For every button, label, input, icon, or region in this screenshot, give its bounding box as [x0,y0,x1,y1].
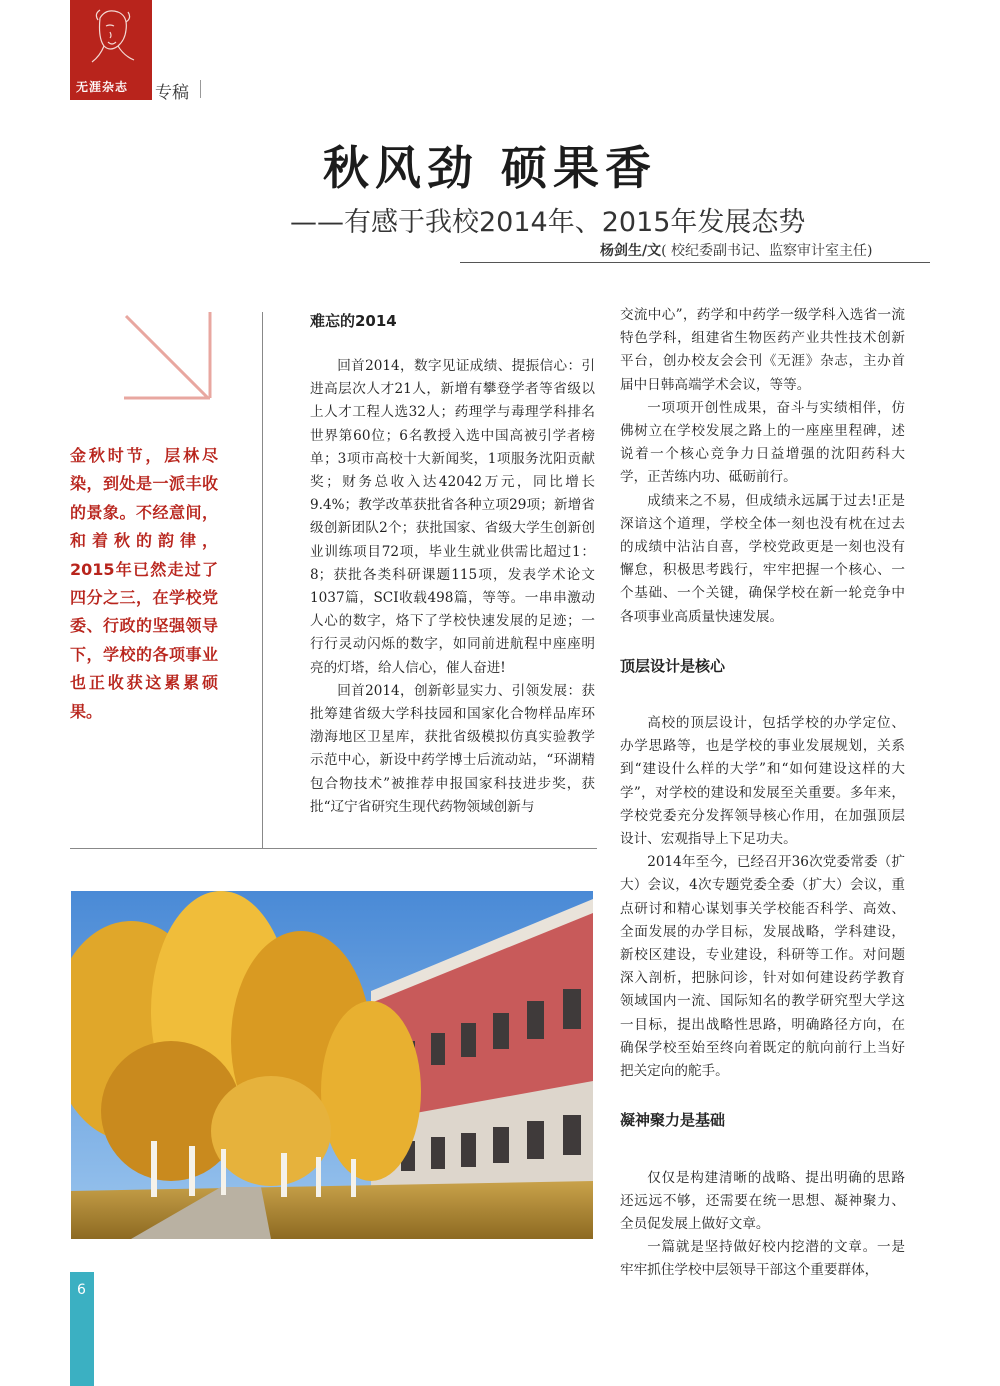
body-column-2 [620,304,905,1283]
author-line [600,240,873,260]
section-label: 专稿 [155,83,189,103]
campus-photo [71,891,593,1239]
magazine-name: 无涯杂志 [76,80,129,94]
paragraph: 回首2014，创新彰显实力、引领发展：获批筹建省级大学科技园和国家化合物样品库环渤海地区卫星库，获批省级模拟仿真实验教学示范中心，新设中药学博士后流动站，“环湖精包合物技术”被推荐申报国家科技进步奖，获批“辽宁省研究生现代药物领域创新与 [310,682,595,815]
arrow-down-right-icon [120,306,220,406]
article-title: 秋风劲 硕果香 [322,141,657,195]
column-divider [262,312,263,848]
page-number: 6 [77,1282,86,1298]
divider [70,848,597,849]
author-note: ( 校纪委副书记、监察审计室主任) [661,243,873,259]
portrait-sketch-icon [70,0,152,78]
paragraph: 一项项开创性成果，奋斗与实绩相伴，仿佛树立在学校发展之路上的一座座里程碑，述说着一个核心竞争力日益增强的沈阳药科大学，正苦练内功、砥砺前行。 [620,399,905,486]
section-heading: 顶层设计是核心 [620,656,726,675]
paragraph: 仅仅是构建清晰的战略、提出明确的思路还远远不够，还需要在统一思想、凝神聚力、全员促发展上做好文章。 [620,1169,905,1232]
paragraph: 回首2014，数字见证成绩、提振信心：引进高层次人才21人，新增有攀登学者等省级以上人才工程人选32人；药理学与毒理学科排名世界第60位；6名教授入选中国高被引学者榜单；3项市高校十大新闻奖，1项服务沈阳贡献奖；财务总收入达42042万元，同比增长9.4%；教学改革获批省各种立项29项；新增省级创新团队2个；获批国家、省级大学生创新创业训练项目72项，毕业生就业供需比超过1：8；获批各类科研课题115项，发表学术论文1037篇，SCI收载498篇，等等。一串串激动人心的数字，烙下了学校快速发展的足迹；一行行灵动闪烁的数字，如同前进航程中座座明亮的灯塔，给人信心，催人奋进! [310,358,595,676]
article-subtitle: ——有感于我校2014年、2015年发展态势 [290,207,806,238]
section-heading: 凝神聚力是基础 [620,1111,726,1130]
section-heading: 难忘的2014 [310,312,397,330]
divider [460,262,930,263]
paragraph: 一篇就是坚持做好校内挖潜的文章。一是牢牢抓住学校中层领导干部这个重要群体， [620,1239,905,1279]
intro-quote: 金秋时节，层林尽染，到处是一派丰收的景象。不经意间，和着秋的韵律，2015年已然走过了四分之三，在学校党委、行政的坚强领导下，学校的各项事业也正收获这累累硕果。 [70,446,218,721]
paragraph: 2014年至今，已经召开36次党委常委（扩大）会议，4次专题党委全委（扩大）会议，重点研讨和精心谋划事关学校能否科学、高效、全面发展的办学目标，发展战略，学科建设，新校区建设，专业建设，科研等工作。对问题深入剖析，把脉问诊，针对如何建设药学教育领域国内一流、国际知名的教学研究型大学这一目标，提出战略性思路，明确路径方向，在确保学校至始至终向着既定的航向前行上当好把关定向的舵手。 [620,854,905,1080]
body-column-1 [310,355,595,819]
paragraph: 成绩来之不易，但成绩永远属于过去!正是深谙这个道理，学校全体一刻也没有枕在过去的成绩中沾沾自喜，学校党政更是一刻也没有懈怠，积极思考践行，牢牢把握一个核心、一个基础、一个关键，确保学校在新一轮竞争中各项事业高质量快速发展。 [620,492,905,625]
author-name: 杨剑生/文 [600,243,662,259]
paragraph: 交流中心”，药学和中药学一级学科入选省一流特色学科，组建省生物医药产业共性技术创新平台，创办校友会会刊《无涯》杂志，主办首届中日韩高端学术会议，等等。 [620,307,905,393]
divider [200,80,201,98]
paragraph: 高校的顶层设计，包括学校的办学定位、办学思路等，也是学校的事业发展规划，关系到“建设什么样的大学”和“如何建设这样的大学”，对学校的建设和发展至关重要。多年来，学校党委充分发挥领导核心作用，在加强顶层设计、宏观指导上下足功夫。 [620,715,905,848]
